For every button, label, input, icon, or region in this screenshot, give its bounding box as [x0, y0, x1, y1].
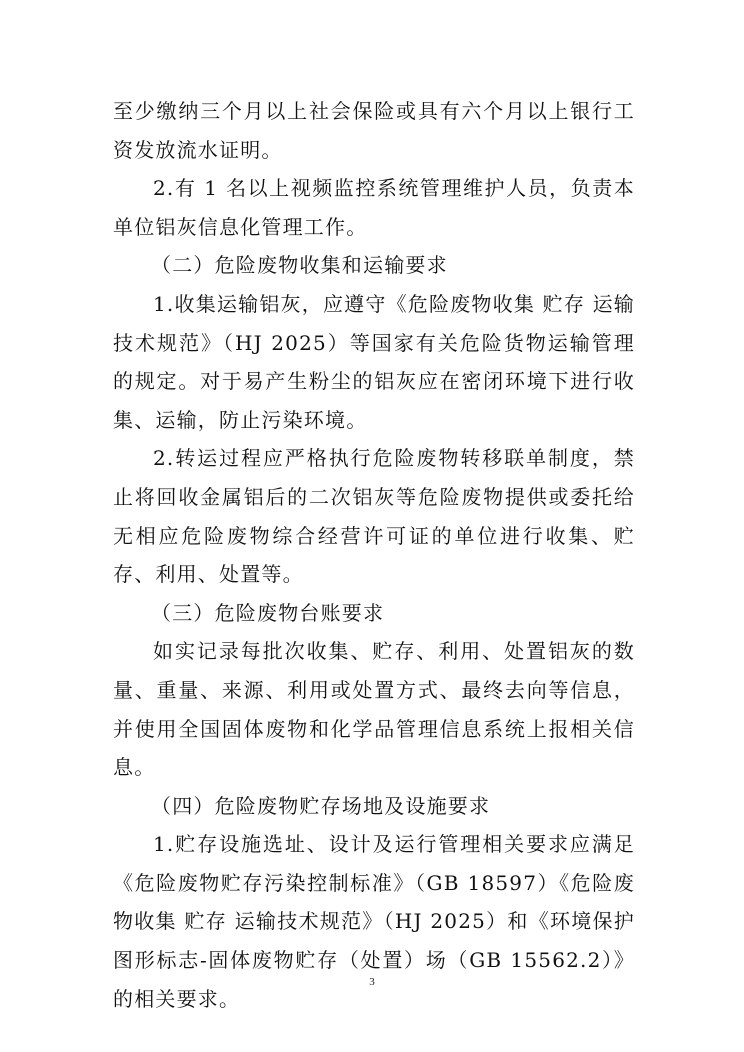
section-heading-transport: （二）危险废物收集和运输要求: [151, 253, 448, 278]
paragraph-continuation: 至少缴纳三个月以上社会保险或具有六个月以上银行工资发放流水证明。: [113, 99, 635, 162]
page-number: 3: [369, 976, 375, 988]
paragraph-video-staff: 2.有 1 名以上视频监控系统管理维护人员，负责本单位铝灰信息化管理工作。: [113, 176, 635, 239]
paragraph-transfer-manifest: 2.转运过程应严格执行危险废物转移联单制度，禁止将回收金属铝后的二次铝灰等危险废物提供或委托给无相应危险废物综合经营许可证的单位进行收集、贮存、利用、处置等。: [113, 446, 635, 587]
section-heading-storage: （四）危险废物贮存场地及设施要求: [151, 793, 491, 818]
paragraph-storage-rules: 1.贮存设施选址、设计及运行管理相关要求应满足《危险废物贮存污染控制标准》（GB 18597）《危险废物收集 贮存 运输技术规范》（HJ 2025）和《环境保护图形标志-固体废物贮存（处置）场（GB 15562.2）》的相关要求。: [113, 832, 635, 1011]
paragraph-transport-rules: 1.收集运输铝灰，应遵守《危险废物收集 贮存 运输技术规范》（HJ 2025）等国家有关危险货物运输管理的规定。对于易产生粉尘的铝灰应在密闭环境下进行收集、运输，防止污染环境。: [113, 291, 635, 432]
paragraph-ledger-rules: 如实记录每批次收集、贮存、利用、处置铝灰的数量、重量、来源、利用或处置方式、最终去向等信息，并使用全国固体废物和化学品管理信息系统上报相关信息。: [113, 639, 635, 780]
document-body: [113, 92, 635, 1018]
section-heading-ledger: （三）危险废物台账要求: [151, 600, 385, 625]
